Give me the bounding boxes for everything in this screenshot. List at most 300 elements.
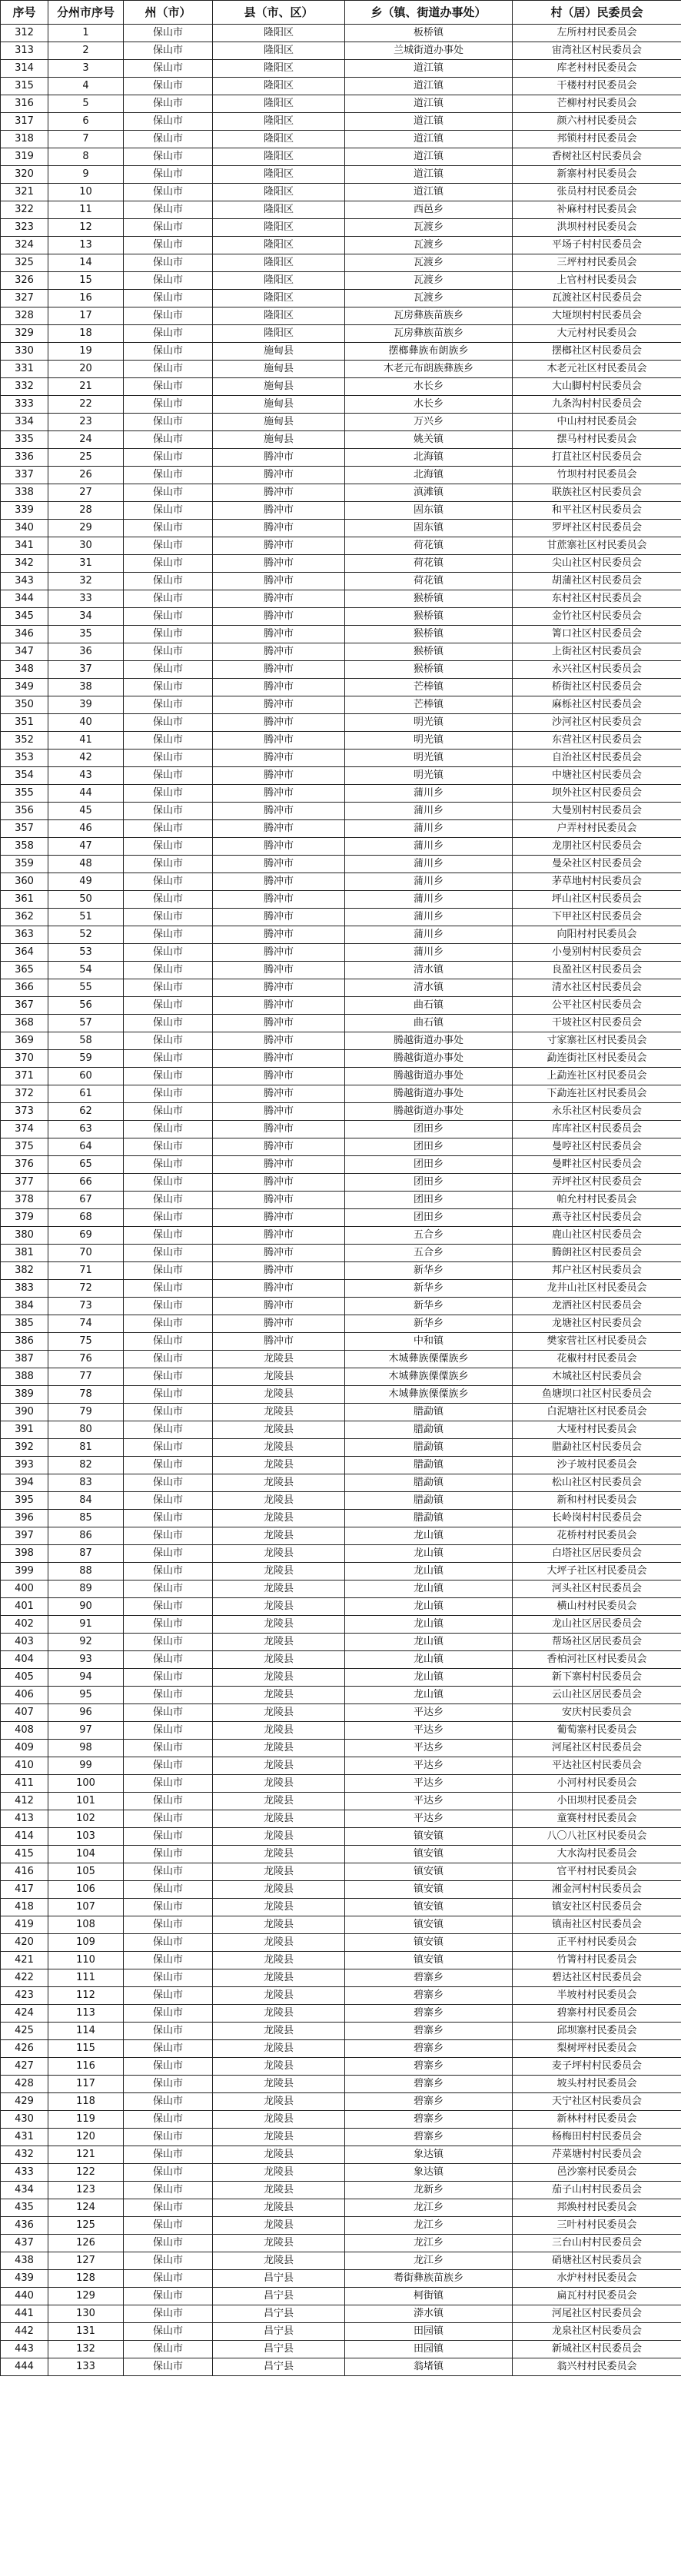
cell-village-committee: 永兴社区村民委员会: [513, 661, 681, 679]
table-row: [1, 2146, 681, 2164]
cell-city-serial: 45: [48, 803, 124, 820]
table-row: [1, 1050, 681, 1068]
cell-city-serial: 117: [48, 2076, 124, 2093]
table-row: [1, 2252, 681, 2270]
cell-township: 瓦渡乡: [345, 272, 513, 290]
cell-city-serial: 55: [48, 979, 124, 997]
table-row: [1, 1474, 681, 1492]
cell-serial: 437: [1, 2235, 48, 2252]
table-row: [1, 2040, 681, 2058]
cell-prefecture: 保山市: [124, 1421, 213, 1439]
cell-prefecture: 保山市: [124, 449, 213, 467]
cell-prefecture: 保山市: [124, 1563, 213, 1581]
cell-city-serial: 120: [48, 2129, 124, 2146]
cell-township: 镇安镇: [345, 1916, 513, 1934]
cell-serial: 329: [1, 325, 48, 343]
cell-city-serial: 46: [48, 820, 124, 838]
cell-village-committee: 新和村村民委员会: [513, 1492, 681, 1510]
cell-village-committee: 小河村村民委员会: [513, 1775, 681, 1793]
cell-serial: 338: [1, 484, 48, 502]
table-row: [1, 696, 681, 714]
cell-township: 象达镇: [345, 2164, 513, 2182]
cell-city-serial: 102: [48, 1810, 124, 1828]
cell-township: 平达乡: [345, 1793, 513, 1810]
cell-serial: 441: [1, 2305, 48, 2323]
cell-township: 芒棒镇: [345, 696, 513, 714]
cell-township: 龙山镇: [345, 1598, 513, 1616]
cell-serial: 432: [1, 2146, 48, 2164]
cell-county: 昌宁县: [213, 2270, 345, 2288]
cell-county: 龙陵县: [213, 1722, 345, 1740]
cell-prefecture: 保山市: [124, 2235, 213, 2252]
cell-serial: 412: [1, 1793, 48, 1810]
cell-city-serial: 13: [48, 237, 124, 254]
cell-township: 镇安镇: [345, 1846, 513, 1863]
cell-township: 龙山镇: [345, 1563, 513, 1581]
cell-village-committee: 公平社区村民委员会: [513, 997, 681, 1015]
cell-serial: 381: [1, 1245, 48, 1262]
cell-prefecture: 保山市: [124, 2076, 213, 2093]
table-row: [1, 1103, 681, 1121]
cell-serial: 361: [1, 891, 48, 909]
cell-village-committee: 邦户社区村民委员会: [513, 1262, 681, 1280]
cell-serial: 379: [1, 1209, 48, 1227]
cell-prefecture: 保山市: [124, 997, 213, 1015]
table-row: [1, 25, 681, 42]
cell-prefecture: 保山市: [124, 1015, 213, 1032]
cell-township: 荷花镇: [345, 573, 513, 590]
cell-village-committee: 弄坪社区村民委员会: [513, 1174, 681, 1192]
cell-township: 碧寨乡: [345, 2023, 513, 2040]
cell-prefecture: 保山市: [124, 1315, 213, 1333]
cell-city-serial: 67: [48, 1192, 124, 1209]
cell-prefecture: 保山市: [124, 1793, 213, 1810]
cell-city-serial: 48: [48, 856, 124, 873]
cell-township: 瓦房彝族苗族乡: [345, 325, 513, 343]
cell-prefecture: 保山市: [124, 2093, 213, 2111]
table-row: [1, 237, 681, 254]
cell-county: 施甸县: [213, 431, 345, 449]
table-row: [1, 1280, 681, 1298]
cell-county: 龙陵县: [213, 1404, 345, 1421]
table-row: [1, 856, 681, 873]
cell-serial: 317: [1, 113, 48, 131]
cell-serial: 313: [1, 42, 48, 60]
cell-city-serial: 64: [48, 1138, 124, 1156]
cell-township: 龙山镇: [345, 1687, 513, 1704]
cell-township: 碧寨乡: [345, 2093, 513, 2111]
cell-prefecture: 保山市: [124, 237, 213, 254]
cell-county: 龙陵县: [213, 2023, 345, 2040]
table-row: [1, 1457, 681, 1474]
cell-city-serial: 93: [48, 1651, 124, 1669]
cell-county: 腾冲市: [213, 1103, 345, 1121]
cell-city-serial: 101: [48, 1793, 124, 1810]
cell-city-serial: 125: [48, 2217, 124, 2235]
cell-village-committee: 龙塘社区村民委员会: [513, 1315, 681, 1333]
cell-county: 龙陵县: [213, 1952, 345, 1969]
cell-prefecture: 保山市: [124, 1740, 213, 1757]
cell-village-committee: 茅草地村村民委员会: [513, 873, 681, 891]
cell-city-serial: 98: [48, 1740, 124, 1757]
cell-city-serial: 74: [48, 1315, 124, 1333]
cell-township: 腾越街道办事处: [345, 1085, 513, 1103]
cell-city-serial: 7: [48, 131, 124, 148]
cell-prefecture: 保山市: [124, 2323, 213, 2341]
cell-prefecture: 保山市: [124, 467, 213, 484]
cell-serial: 442: [1, 2323, 48, 2341]
cell-township: 木城彝族傈僳族乡: [345, 1368, 513, 1386]
cell-serial: 359: [1, 856, 48, 873]
cell-serial: 438: [1, 2252, 48, 2270]
table-row: [1, 378, 681, 396]
cell-village-committee: 芒柳村村民委员会: [513, 95, 681, 113]
cell-prefecture: 保山市: [124, 414, 213, 431]
cell-county: 隆阳区: [213, 131, 345, 148]
table-row: [1, 838, 681, 856]
table-row: [1, 979, 681, 997]
cell-county: 龙陵县: [213, 2146, 345, 2164]
cell-city-serial: 89: [48, 1581, 124, 1598]
cell-village-committee: 新城社区村民委员会: [513, 2341, 681, 2358]
cell-serial: 425: [1, 2023, 48, 2040]
cell-county: 腾冲市: [213, 873, 345, 891]
cell-city-serial: 34: [48, 608, 124, 626]
cell-prefecture: 保山市: [124, 643, 213, 661]
cell-township: 荷花镇: [345, 537, 513, 555]
cell-county: 龙陵县: [213, 1421, 345, 1439]
cell-township: 腊勐镇: [345, 1421, 513, 1439]
cell-village-committee: 木城社区村民委员会: [513, 1368, 681, 1386]
cell-serial: 429: [1, 2093, 48, 2111]
cell-county: 腾冲市: [213, 608, 345, 626]
cell-county: 龙陵县: [213, 1740, 345, 1757]
cell-city-serial: 16: [48, 290, 124, 307]
cell-prefecture: 保山市: [124, 2217, 213, 2235]
cell-city-serial: 47: [48, 838, 124, 856]
cell-township: 蒲川乡: [345, 785, 513, 803]
cell-county: 龙陵县: [213, 1545, 345, 1563]
cell-village-committee: 罗坪社区村民委员会: [513, 520, 681, 537]
cell-county: 腾冲市: [213, 1138, 345, 1156]
table-row: [1, 2058, 681, 2076]
cell-city-serial: 38: [48, 679, 124, 696]
cell-city-serial: 133: [48, 2358, 124, 2376]
cell-prefecture: 保山市: [124, 2164, 213, 2182]
cell-village-committee: 洪坝村村民委员会: [513, 219, 681, 237]
cell-city-serial: 70: [48, 1245, 124, 1262]
cell-village-committee: 三坪村村民委员会: [513, 254, 681, 272]
table-row: [1, 467, 681, 484]
cell-village-committee: 联族社区村民委员会: [513, 484, 681, 502]
cell-serial: 408: [1, 1722, 48, 1740]
cell-county: 龙陵县: [213, 1492, 345, 1510]
cell-city-serial: 122: [48, 2164, 124, 2182]
cell-prefecture: 保山市: [124, 2111, 213, 2129]
cell-village-committee: 碧达社区村民委员会: [513, 1969, 681, 1987]
cell-serial: 380: [1, 1227, 48, 1245]
cell-village-committee: 花桥村村民委员会: [513, 1527, 681, 1545]
cell-prefecture: 保山市: [124, 325, 213, 343]
cell-county: 施甸县: [213, 396, 345, 414]
cell-township: 龙山镇: [345, 1634, 513, 1651]
cell-prefecture: 保山市: [124, 803, 213, 820]
cell-serial: 357: [1, 820, 48, 838]
table-row: [1, 732, 681, 750]
cell-city-serial: 69: [48, 1227, 124, 1245]
cell-serial: 368: [1, 1015, 48, 1032]
cell-village-committee: 邑沙寨村民委员会: [513, 2164, 681, 2182]
cell-prefecture: 保山市: [124, 537, 213, 555]
cell-serial: 331: [1, 361, 48, 378]
cell-serial: 374: [1, 1121, 48, 1138]
table-row: [1, 1563, 681, 1581]
cell-city-serial: 40: [48, 714, 124, 732]
cell-prefecture: 保山市: [124, 2146, 213, 2164]
cell-city-serial: 39: [48, 696, 124, 714]
cell-city-serial: 92: [48, 1634, 124, 1651]
cell-prefecture: 保山市: [124, 201, 213, 219]
cell-village-committee: 平场子村村民委员会: [513, 237, 681, 254]
cell-township: 漭水镇: [345, 2305, 513, 2323]
cell-serial: 371: [1, 1068, 48, 1085]
cell-prefecture: 保山市: [124, 1050, 213, 1068]
cell-township: 明光镇: [345, 750, 513, 767]
cell-county: 腾冲市: [213, 573, 345, 590]
cell-county: 龙陵县: [213, 2076, 345, 2093]
cell-prefecture: 保山市: [124, 856, 213, 873]
cell-county: 腾冲市: [213, 643, 345, 661]
table-row: [1, 2199, 681, 2217]
cell-city-serial: 79: [48, 1404, 124, 1421]
table-row: [1, 1545, 681, 1563]
cell-village-committee: 邦焕村村民委员会: [513, 2199, 681, 2217]
cell-village-committee: 樊家营社区村民委员会: [513, 1333, 681, 1351]
cell-village-committee: 中山村村民委员会: [513, 414, 681, 431]
cell-city-serial: 54: [48, 962, 124, 979]
cell-serial: 355: [1, 785, 48, 803]
cell-serial: 321: [1, 184, 48, 201]
cell-village-committee: 官平村村民委员会: [513, 1863, 681, 1881]
cell-city-serial: 115: [48, 2040, 124, 2058]
table-row: [1, 1510, 681, 1527]
cell-serial: 370: [1, 1050, 48, 1068]
cell-city-serial: 131: [48, 2323, 124, 2341]
cell-township: 腾越街道办事处: [345, 1068, 513, 1085]
cell-village-committee: 硝塘社区村民委员会: [513, 2252, 681, 2270]
cell-city-serial: 17: [48, 307, 124, 325]
cell-county: 龙陵县: [213, 1474, 345, 1492]
cell-prefecture: 保山市: [124, 378, 213, 396]
cell-city-serial: 10: [48, 184, 124, 201]
table-row: [1, 1192, 681, 1209]
cell-county: 隆阳区: [213, 42, 345, 60]
cell-county: 腾冲市: [213, 1333, 345, 1351]
cell-serial: 399: [1, 1563, 48, 1581]
cell-prefecture: 保山市: [124, 25, 213, 42]
header-township: 乡（镇、街道办事处）: [345, 1, 513, 25]
cell-city-serial: 118: [48, 2093, 124, 2111]
cell-county: 隆阳区: [213, 25, 345, 42]
table-row: [1, 926, 681, 944]
cell-county: 龙陵县: [213, 1934, 345, 1952]
cell-county: 隆阳区: [213, 290, 345, 307]
cell-prefecture: 保山市: [124, 1404, 213, 1421]
cell-village-committee: 沙河社区村民委员会: [513, 714, 681, 732]
cell-township: 五合乡: [345, 1227, 513, 1245]
cell-prefecture: 保山市: [124, 1952, 213, 1969]
cell-township: 腾越街道办事处: [345, 1103, 513, 1121]
cell-serial: 376: [1, 1156, 48, 1174]
cell-village-committee: 腊勐社区村民委员会: [513, 1439, 681, 1457]
cell-township: 道江镇: [345, 60, 513, 78]
cell-village-committee: 竹坝村村民委员会: [513, 467, 681, 484]
cell-city-serial: 11: [48, 201, 124, 219]
cell-city-serial: 73: [48, 1298, 124, 1315]
table-row: [1, 131, 681, 148]
cell-prefecture: 保山市: [124, 1634, 213, 1651]
cell-city-serial: 110: [48, 1952, 124, 1969]
cell-city-serial: 84: [48, 1492, 124, 1510]
cell-county: 龙陵县: [213, 1616, 345, 1634]
table-row: [1, 2323, 681, 2341]
cell-city-serial: 124: [48, 2199, 124, 2217]
cell-village-committee: 杨梅田村村民委员会: [513, 2129, 681, 2146]
cell-serial: 378: [1, 1192, 48, 1209]
cell-prefecture: 保山市: [124, 1068, 213, 1085]
cell-township: 碧寨乡: [345, 2111, 513, 2129]
cell-county: 腾冲市: [213, 467, 345, 484]
cell-county: 龙陵县: [213, 1386, 345, 1404]
cell-county: 隆阳区: [213, 60, 345, 78]
cell-village-committee: 上街社区村民委员会: [513, 643, 681, 661]
table-row: [1, 1439, 681, 1457]
cell-prefecture: 保山市: [124, 1651, 213, 1669]
cell-prefecture: 保山市: [124, 926, 213, 944]
cell-township: 瓦渡乡: [345, 254, 513, 272]
cell-serial: 417: [1, 1881, 48, 1899]
cell-village-committee: 干楼村村民委员会: [513, 78, 681, 95]
cell-serial: 377: [1, 1174, 48, 1192]
cell-county: 龙陵县: [213, 1351, 345, 1368]
cell-prefecture: 保山市: [124, 1262, 213, 1280]
cell-county: 隆阳区: [213, 254, 345, 272]
table-row: [1, 785, 681, 803]
cell-prefecture: 保山市: [124, 1810, 213, 1828]
cell-city-serial: 71: [48, 1262, 124, 1280]
cell-village-committee: 水炉村村民委员会: [513, 2270, 681, 2288]
table-row: [1, 1899, 681, 1916]
cell-serial: 433: [1, 2164, 48, 2182]
cell-township: 团田乡: [345, 1138, 513, 1156]
header-county: 县（市、区）: [213, 1, 345, 25]
cell-city-serial: 58: [48, 1032, 124, 1050]
cell-city-serial: 112: [48, 1987, 124, 2005]
cell-serial: 365: [1, 962, 48, 979]
cell-city-serial: 116: [48, 2058, 124, 2076]
cell-city-serial: 76: [48, 1351, 124, 1368]
cell-prefecture: 保山市: [124, 1828, 213, 1846]
cell-county: 昌宁县: [213, 2288, 345, 2305]
cell-city-serial: 105: [48, 1863, 124, 1881]
cell-city-serial: 6: [48, 113, 124, 131]
cell-city-serial: 56: [48, 997, 124, 1015]
cell-village-committee: 半坡村村民委员会: [513, 1987, 681, 2005]
cell-city-serial: 97: [48, 1722, 124, 1740]
cell-township: 蒲川乡: [345, 803, 513, 820]
cell-prefecture: 保山市: [124, 2005, 213, 2023]
cell-serial: 335: [1, 431, 48, 449]
cell-prefecture: 保山市: [124, 166, 213, 184]
cell-city-serial: 18: [48, 325, 124, 343]
cell-prefecture: 保山市: [124, 1722, 213, 1740]
cell-village-committee: 大水沟村民委员会: [513, 1846, 681, 1863]
cell-serial: 424: [1, 2005, 48, 2023]
table-row: [1, 820, 681, 838]
cell-village-committee: 小田坝村民委员会: [513, 1793, 681, 1810]
cell-city-serial: 27: [48, 484, 124, 502]
table-row: [1, 2235, 681, 2252]
cell-prefecture: 保山市: [124, 1457, 213, 1474]
cell-serial: 334: [1, 414, 48, 431]
table-row: [1, 2305, 681, 2323]
cell-township: 团田乡: [345, 1174, 513, 1192]
cell-village-committee: 河尾社区村民委员会: [513, 2305, 681, 2323]
table-row: [1, 891, 681, 909]
cell-serial: 411: [1, 1775, 48, 1793]
cell-prefecture: 保山市: [124, 1527, 213, 1545]
cell-county: 腾冲市: [213, 785, 345, 803]
cell-serial: 401: [1, 1598, 48, 1616]
cell-serial: 387: [1, 1351, 48, 1368]
cell-village-committee: 湘金河村村民委员会: [513, 1881, 681, 1899]
table-row: [1, 2005, 681, 2023]
cell-city-serial: 66: [48, 1174, 124, 1192]
cell-serial: 382: [1, 1262, 48, 1280]
cell-city-serial: 107: [48, 1899, 124, 1916]
cell-village-committee: 大垭村村民委员会: [513, 1421, 681, 1439]
table-row: [1, 2217, 681, 2235]
cell-prefecture: 保山市: [124, 1846, 213, 1863]
table-row: [1, 1032, 681, 1050]
cell-township: 明光镇: [345, 732, 513, 750]
cell-village-committee: 曼畔社区村民委员会: [513, 1156, 681, 1174]
cell-county: 隆阳区: [213, 95, 345, 113]
cell-prefecture: 保山市: [124, 1121, 213, 1138]
cell-city-serial: 12: [48, 219, 124, 237]
table-row: [1, 2358, 681, 2376]
cell-township: 龙新乡: [345, 2182, 513, 2199]
cell-township: 固东镇: [345, 502, 513, 520]
table-row: [1, 148, 681, 166]
cell-county: 龙陵县: [213, 1863, 345, 1881]
table-row: [1, 2076, 681, 2093]
table-row: [1, 1952, 681, 1969]
cell-city-serial: 42: [48, 750, 124, 767]
table-row: [1, 1315, 681, 1333]
cell-prefecture: 保山市: [124, 1227, 213, 1245]
table-row: [1, 343, 681, 361]
cell-city-serial: 44: [48, 785, 124, 803]
cell-city-serial: 95: [48, 1687, 124, 1704]
cell-city-serial: 24: [48, 431, 124, 449]
cell-village-committee: 竹箐村村民委员会: [513, 1952, 681, 1969]
cell-prefecture: 保山市: [124, 979, 213, 997]
cell-township: 新华乡: [345, 1262, 513, 1280]
cell-village-committee: 邱坝寨村民委员会: [513, 2023, 681, 2040]
cell-village-committee: 甘蔗寨社区村民委员会: [513, 537, 681, 555]
cell-village-committee: 户弄村村民委员会: [513, 820, 681, 838]
